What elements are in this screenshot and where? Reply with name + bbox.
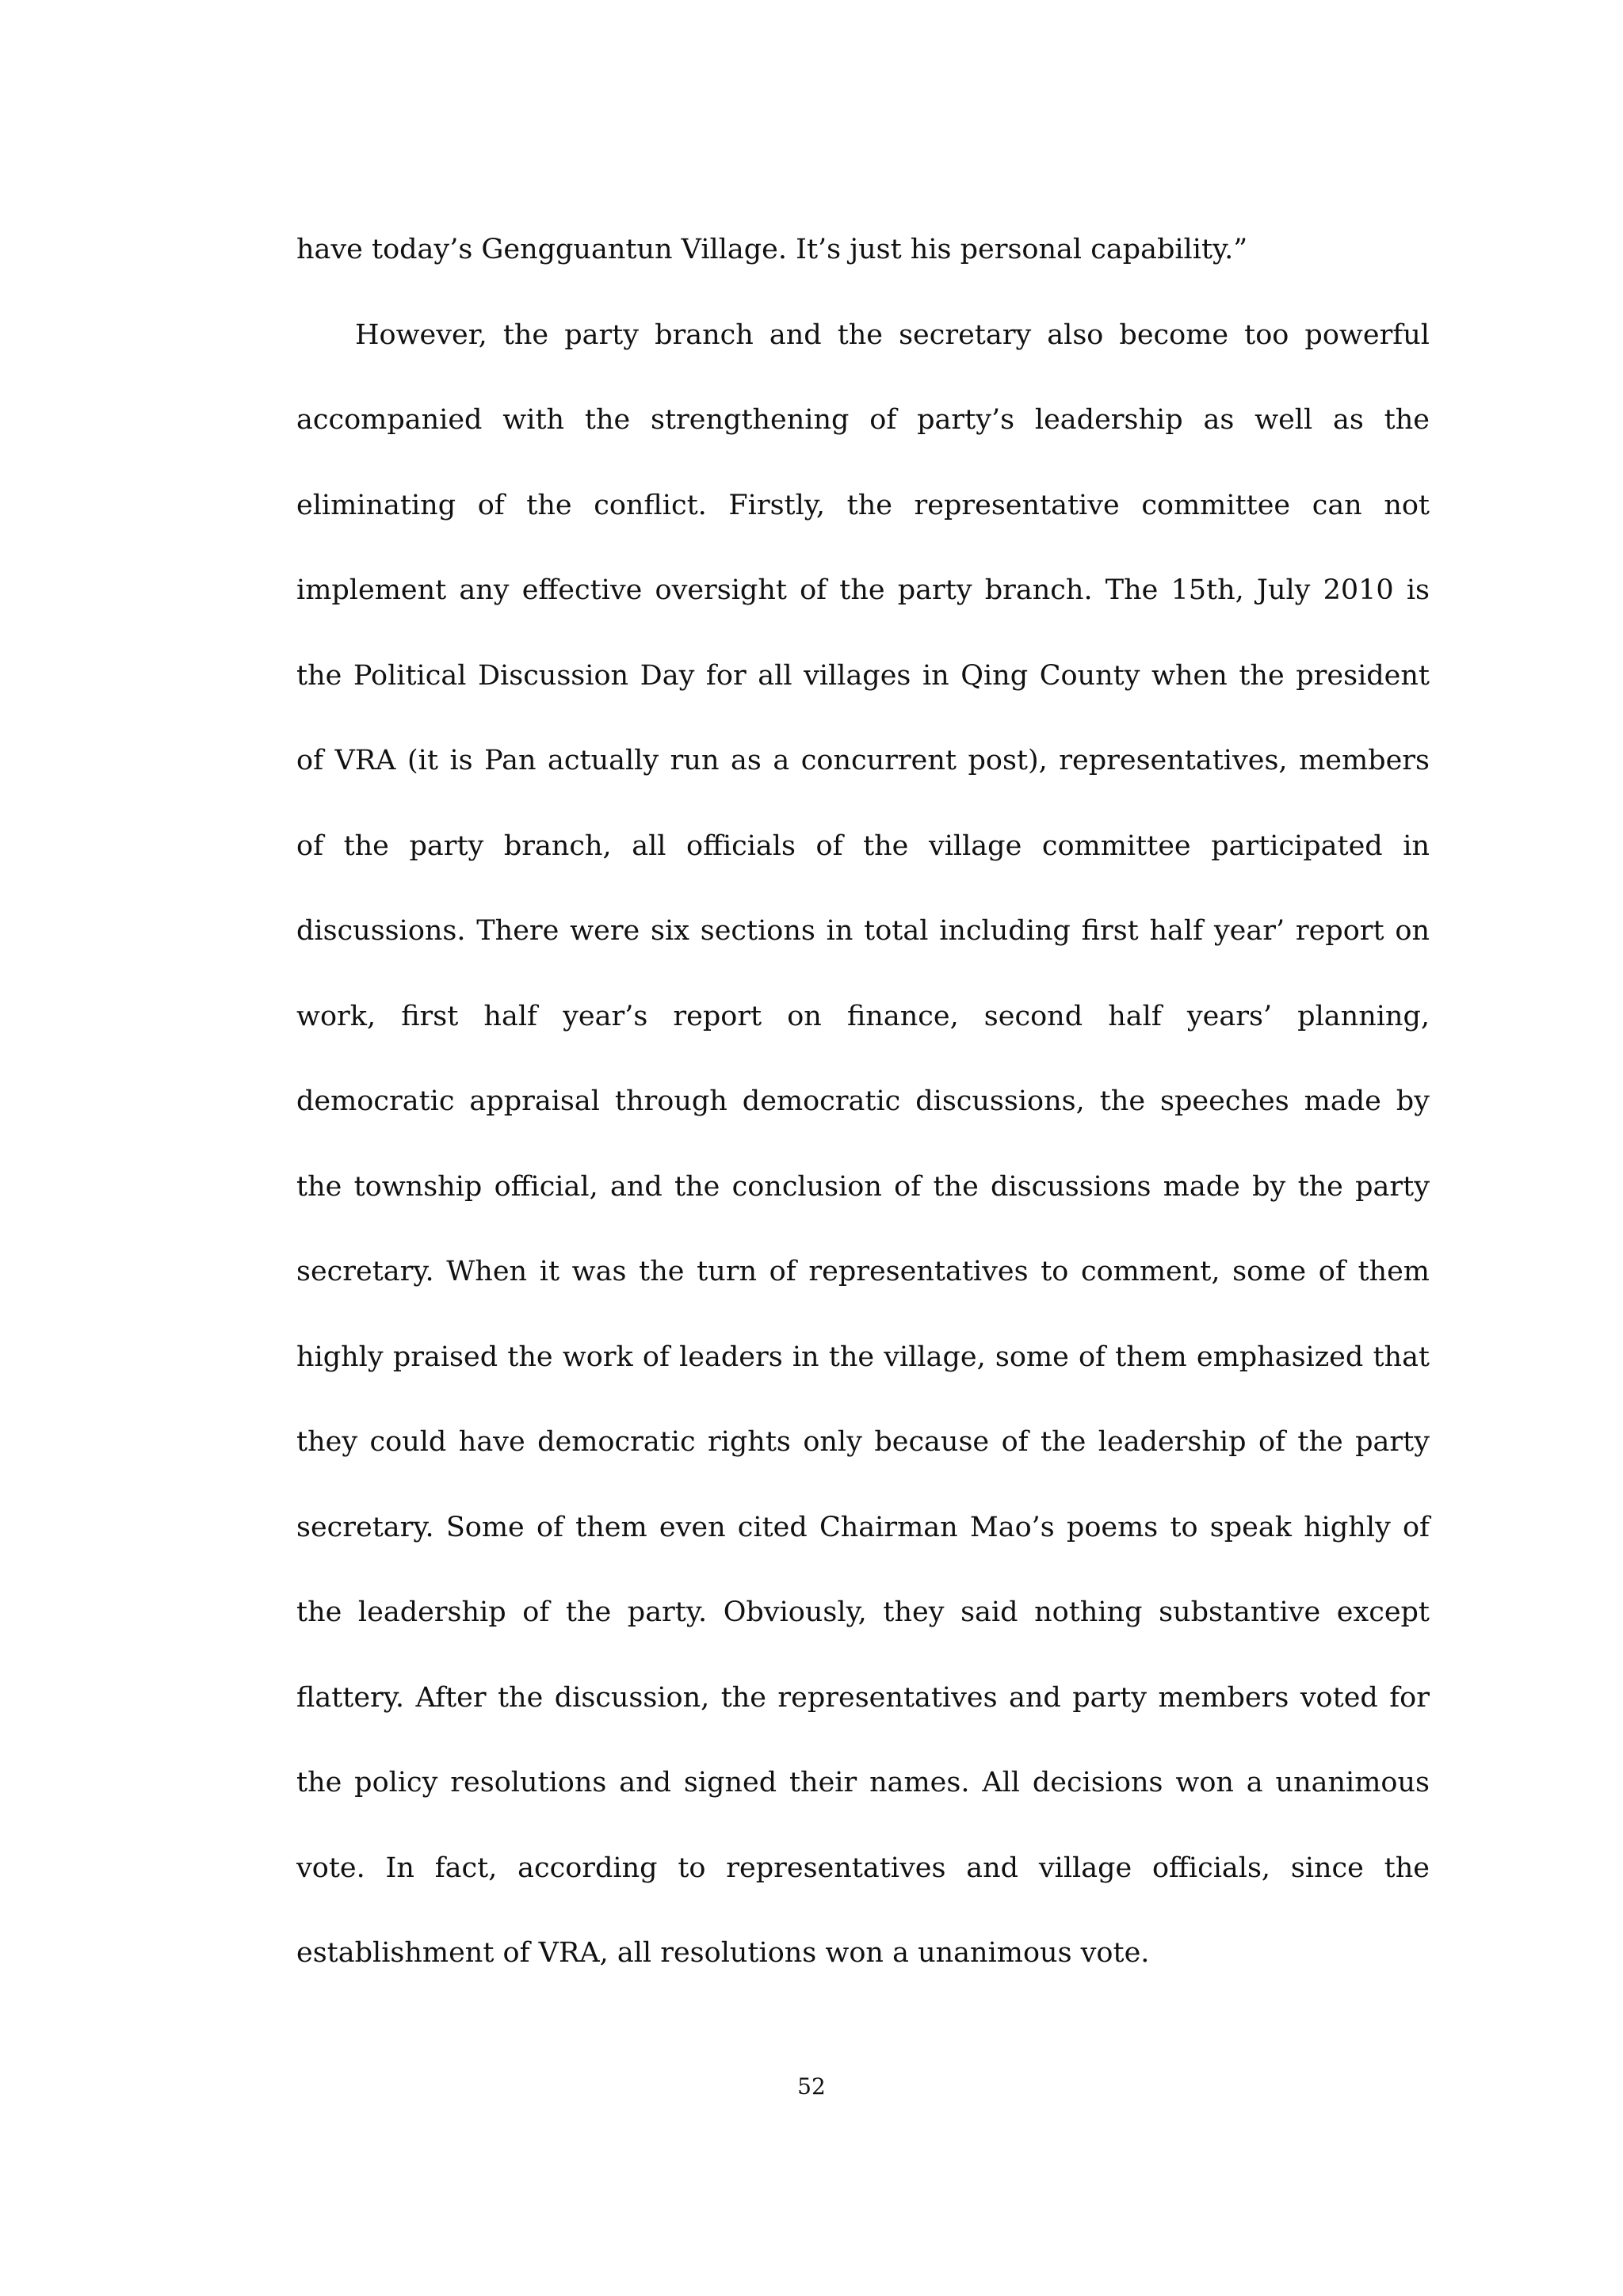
continuation-line: have today’s Gengguantun Village. It’s just his personal capability.” bbox=[296, 234, 1248, 265]
page-number: 52 bbox=[797, 2073, 826, 2100]
body-paragraph: However, the party branch and the secretary also become too powerful accompanied with the strengthening of party’s leadership as well as the eliminating of the conflict. Firstly, the representative committee can not implement any effective oversight of the party branch. The 15th, July 2010 is the Political Discussion Day for all villages in Qing County when the president of VRA (it is Pan actually run as a concurrent post), representatives, members of the party branch, all officials of the village committee participated in discussions. There were six sections in total including first half year’ report on work, first half year’s report on finance, second half years’ planning, democratic appraisal through democratic discussions, the speeches made by the township official, and the conclusion of the discussions made by the party secretary. When it was the turn of representatives to comment, some of them highly praised the work of leaders in the village, some of them emphasized that they could have democratic rights only because of the leadership of the party secretary. Some of them even cited Chairman Mao’s poems to speak highly of the leadership of the party. Obviously, they said nothing substantive except flattery. After the discussion, the representatives and party members voted for the policy resolutions and signed their names. All decisions won a unanimous vote. In fact, according to representatives and village officials, since the establishment of VRA, all resolutions won a unanimous vote. bbox=[296, 318, 1430, 1969]
body-text bbox=[296, 208, 1430, 1997]
